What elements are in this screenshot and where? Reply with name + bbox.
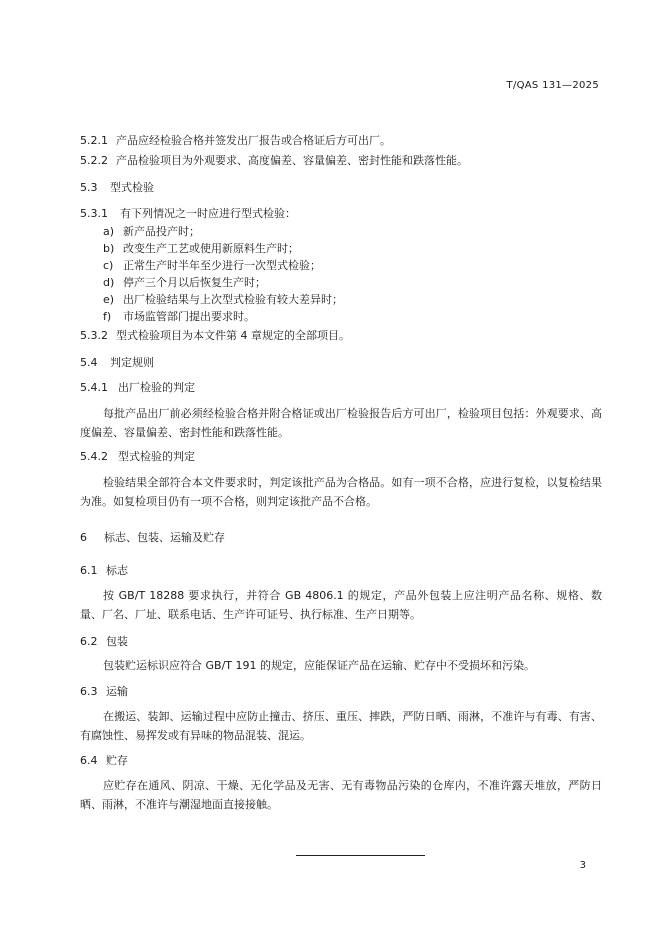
clause-5-3-2	[80, 328, 350, 343]
clause-5-3-1	[80, 206, 296, 221]
list-marker: d)	[103, 276, 115, 289]
heading-number: 5.3	[80, 181, 98, 194]
paragraph-6-2: 包装贮运标识应符合 GB/T 191 的规定，应能保证产品在运输、贮存中不受损坏和污染。	[103, 659, 535, 672]
paragraph-6-1: 按 GB/T 18288 要求执行，并符合 GB 4806.1 的规定，产品外包装上应注明产品名称、规格、数量、厂名、厂址、联系电话、生产许可证号、执行标准、生产日期等。	[80, 589, 602, 621]
clause-number: 5.3.2	[80, 329, 108, 342]
clause-text: 型式检验项目为本文件第 4 章规定的全部项目。	[116, 329, 350, 342]
heading-text: 标志、包装、运输及贮存	[104, 531, 225, 544]
list-item-e	[103, 292, 343, 307]
paragraph-6-3: 在搬运、装卸、运输过程中应防止撞击、挤压、重压、摔跌，严防日晒、雨淋，不准许与有毒、有害、有腐蚀性、易挥发或有异味的物品混装、混运。	[80, 710, 602, 742]
list-marker: c)	[103, 259, 114, 272]
heading-6-3	[80, 684, 128, 699]
paragraph-6-4: 应贮存在通风、阴凉、干燥、无化学品及无害、无有毒物品污染的仓库内，不准许露天堆放，严防日晒、雨淋，不准许与潮湿地面直接接触。	[80, 779, 602, 811]
list-marker: e)	[103, 293, 115, 306]
heading-number: 6.4	[80, 754, 98, 767]
heading-number: 6.1	[80, 564, 98, 577]
list-text: 停产三个月以后恢复生产时；	[123, 276, 266, 289]
page-number: 3	[579, 860, 586, 871]
document-id: T/QAS 131—2025	[506, 80, 599, 91]
clause-text: 产品检验项目为外观要求、高度偏差、容量偏差、密封性能和跌落性能。	[116, 154, 468, 167]
heading-number: 6.2	[80, 635, 98, 648]
heading-5-4	[80, 355, 154, 370]
list-item-a	[103, 224, 200, 239]
clause-text: 有下列情况之一时应进行型式检验：	[120, 207, 296, 220]
list-text: 市场监管部门提出要求时。	[123, 310, 255, 323]
list-text: 出厂检验结果与上次型式检验有较大差异时；	[123, 293, 343, 306]
heading-text: 贮存	[106, 754, 128, 767]
heading-6	[80, 530, 225, 545]
list-item-d	[103, 275, 266, 290]
heading-number: 6.3	[80, 685, 98, 698]
heading-5-3	[80, 180, 154, 195]
heading-5-4-1	[80, 380, 195, 395]
heading-6-1	[80, 563, 128, 578]
heading-text: 包装	[106, 635, 128, 648]
heading-6-4	[80, 753, 128, 768]
list-text: 新产品投产时；	[123, 225, 200, 238]
heading-6-2	[80, 634, 128, 649]
heading-number: 5.4.1	[80, 381, 108, 394]
list-marker: f)	[103, 310, 112, 323]
clause-text: 产品应经检验合格并签发出厂报告或合格证后方可出厂。	[116, 134, 391, 147]
heading-text: 型式检验的判定	[118, 450, 195, 463]
heading-number: 6	[80, 531, 87, 544]
heading-number: 5.4.2	[80, 450, 108, 463]
footer-rule	[296, 855, 425, 856]
list-text: 改变生产工艺或使用新原料生产时；	[123, 242, 299, 255]
heading-number: 5.4	[80, 356, 98, 369]
heading-text: 型式检验	[110, 181, 154, 194]
heading-text: 运输	[106, 685, 128, 698]
paragraph-5-4-1: 每批产品出厂前必须经检验合格并附合格证或出厂检验报告后方可出厂，检验项目包括：外观要求、高度偏差、容量偏差、密封性能和跌落性能。	[80, 407, 602, 439]
clause-number: 5.2.1	[80, 134, 108, 147]
list-item-c	[103, 258, 321, 273]
heading-5-4-2	[80, 449, 195, 464]
list-item-b	[103, 241, 299, 256]
heading-text: 出厂检验的判定	[118, 381, 195, 394]
paragraph-5-4-2: 检验结果全部符合本文件要求时，判定该批产品为合格品。如有一项不合格，应进行复检，以复检结果为准。如复检项目仍有一项不合格，则判定该批产品不合格。	[80, 476, 602, 508]
list-item-f	[103, 309, 255, 324]
list-marker: a)	[103, 225, 115, 238]
clause-5-2-2	[80, 153, 468, 168]
heading-text: 标志	[106, 564, 128, 577]
clause-5-2-1	[80, 133, 391, 148]
clause-number: 5.2.2	[80, 154, 108, 167]
list-text: 正常生产时半年至少进行一次型式检验；	[123, 259, 321, 272]
list-marker: b)	[103, 242, 115, 255]
clause-number: 5.3.1	[80, 207, 108, 220]
heading-text: 判定规则	[110, 356, 154, 369]
